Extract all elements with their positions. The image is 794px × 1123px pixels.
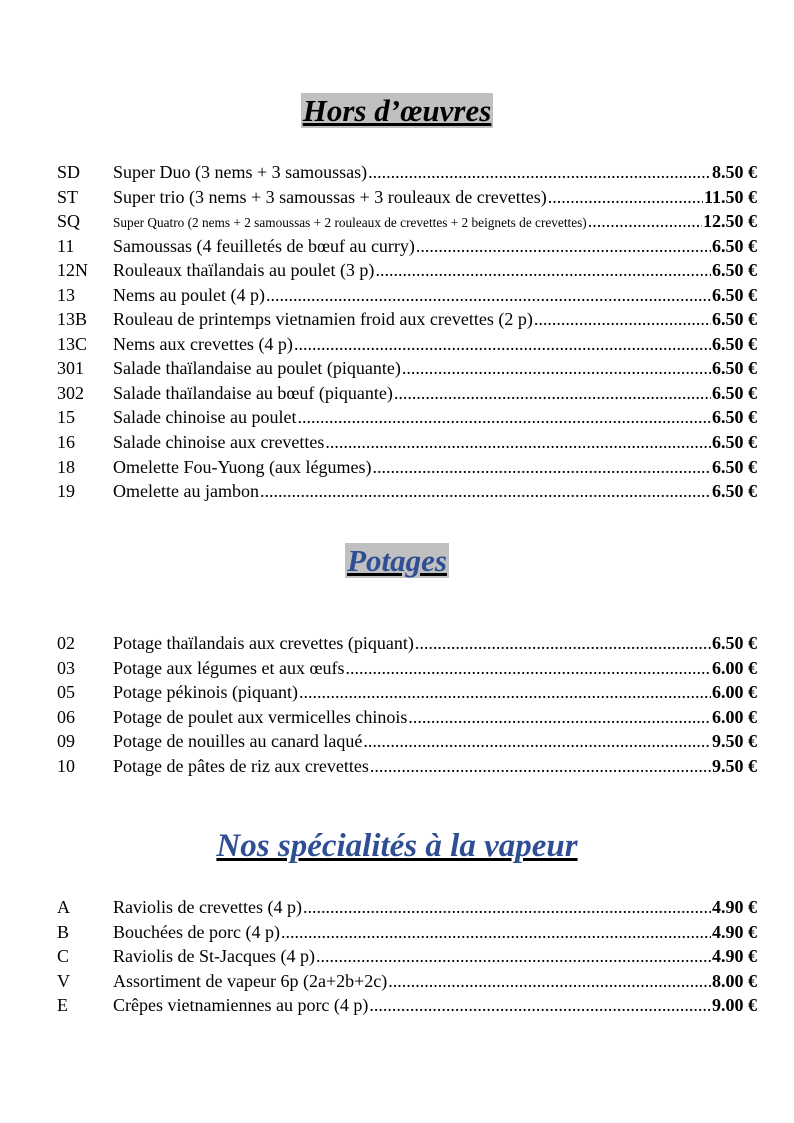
item-price: 4.90 € [712,897,757,917]
item-code: 19 [57,481,75,502]
menu-item [57,729,757,754]
menu-item [57,356,757,381]
item-price: 6.50 € [712,309,757,330]
item-name: Salade thaïlandaise au poulet (piquante) [113,358,401,379]
item-name: Potage de pâtes de riz aux crevettes [113,755,369,776]
menu-item [57,656,757,681]
menu-item [57,969,757,994]
item-code: 10 [57,755,75,776]
leader-dots [303,895,711,920]
item-name: Assortiment de vapeur 6p (2a+2b+2c) [113,970,388,991]
item-name: Potage aux légumes et aux œufs [113,657,345,678]
leader-dots [394,381,711,406]
item-code: 02 [57,633,75,653]
leader-dots [316,944,711,969]
item-code: 15 [57,407,75,428]
item-price: 6.50 € [712,432,757,453]
item-price: 6.50 € [712,382,757,403]
menu-item [57,405,757,430]
item-price: 6.50 € [712,284,757,305]
item-name: Super Duo (3 nems + 3 samoussas) [113,162,368,182]
leader-dots [408,705,711,730]
item-name: Potage thaïlandais aux crevettes (piquant) [113,633,414,653]
leader-dots [534,307,711,332]
item-name: Samoussas (4 feuilletés de bœuf au curry) [113,235,415,256]
menu-item [57,944,757,969]
item-code: 16 [57,432,75,453]
item-price: 6.50 € [712,456,757,477]
item-name: Super trio (3 nems + 3 samoussas + 3 rouleaux de crevettes) [113,186,547,207]
item-code: A [57,897,70,917]
leader-dots [388,969,711,994]
item-price: 6.50 € [712,235,757,256]
item-price: 6.00 € [712,706,757,727]
item-code: B [57,921,70,942]
leader-dots [369,993,711,1018]
item-code: 302 [57,382,84,403]
item-code: SQ [57,211,81,232]
leader-dots [294,332,711,357]
item-name: Super Quatro (2 nems + 2 samoussas + 2 rouleaux de crevettes + 2 beignets de crevettes) [113,215,587,231]
menu-item [57,234,757,259]
item-price: 9.50 € [712,731,757,752]
item-price: 6.50 € [712,633,757,653]
item-price: 9.00 € [712,995,757,1016]
item-price: 4.90 € [712,946,757,967]
item-code: 11 [57,235,75,256]
item-name: Omelette au jambon [113,481,259,502]
menu-item [57,381,757,406]
menu-item [57,160,757,185]
menu-item [57,258,757,283]
leader-dots [266,283,711,308]
item-price: 12.50 € [703,211,757,232]
leader-dots [281,920,711,945]
section-title-vapeur: Nos spécialités à la vapeur [216,828,578,864]
item-price: 6.00 € [712,657,757,678]
item-code: 09 [57,731,75,752]
item-code: 13B [57,309,88,330]
menu-item [57,705,757,730]
item-code: E [57,995,68,1016]
item-name: Salade chinoise au poulet [113,407,297,428]
item-code: ST [57,186,79,207]
leader-dots [416,234,711,259]
item-price: 6.50 € [712,407,757,428]
leader-dots [548,185,703,210]
item-price: 8.00 € [712,970,757,991]
menu-item [57,920,757,945]
item-price: 6.00 € [712,682,757,703]
item-code: 06 [57,706,75,727]
item-name: Potage de nouilles au canard laqué [113,731,363,752]
item-code: 13 [57,284,75,305]
leader-dots [588,209,702,234]
item-price: 11.50 € [703,186,757,207]
leader-dots [299,680,711,705]
item-price: 6.50 € [712,333,757,354]
leader-dots [325,430,711,455]
item-code: SD [57,162,81,182]
item-code: 03 [57,657,75,678]
menu-item [57,680,757,705]
menu-item [57,895,757,920]
menu-item [57,479,757,504]
item-code: 13C [57,333,88,354]
leader-dots [368,160,711,185]
item-price: 4.90 € [712,921,757,942]
leader-dots [363,729,711,754]
item-name: Nems aux crevettes (4 p) [113,333,293,354]
leader-dots [297,405,711,430]
item-price: 6.50 € [712,260,757,281]
item-code: 301 [57,358,84,379]
leader-dots [375,258,711,283]
leader-dots [345,656,711,681]
menu-item [57,283,757,308]
item-name: Rouleau de printemps vietnamien froid aux crevettes (2 p) [113,309,533,330]
menu-list-vapeur [57,895,757,1018]
item-name: Raviolis de St-Jacques (4 p) [113,946,315,967]
menu-list-hors-doeuvres [57,160,757,504]
leader-dots [372,455,711,480]
item-name: Potage pékinois (piquant) [113,682,298,703]
item-price: 8.50 € [712,162,757,182]
item-name: Omelette Fou-Yuong (aux légumes) [113,456,372,477]
item-code: 18 [57,456,75,477]
item-name: Salade chinoise aux crevettes [113,432,325,453]
section-title-potages: Potages [347,543,447,578]
menu-list-potages [57,631,757,778]
leader-dots [260,479,711,504]
menu-item [57,209,757,234]
menu-item [57,631,757,656]
item-name: Potage de poulet aux vermicelles chinois [113,706,408,727]
item-name: Crêpes vietnamiennes au porc (4 p) [113,995,369,1016]
leader-dots [402,356,711,381]
menu-item [57,754,757,779]
menu-item [57,185,757,210]
menu-item [57,430,757,455]
leader-dots [370,754,711,779]
item-code: 12N [57,260,88,281]
item-price: 9.50 € [712,755,757,776]
item-name: Nems au poulet (4 p) [113,284,265,305]
item-code: C [57,946,70,967]
item-price: 6.50 € [712,358,757,379]
menu-item [57,332,757,357]
menu-item [57,455,757,480]
menu-item [57,307,757,332]
item-name: Salade thaïlandaise au bœuf (piquante) [113,382,393,403]
item-name: Raviolis de crevettes (4 p) [113,897,302,917]
menu-item [57,993,757,1018]
item-price: 6.50 € [712,481,757,502]
item-name: Rouleaux thaïlandais au poulet (3 p) [113,260,375,281]
item-code: V [57,970,70,991]
item-name: Bouchées de porc (4 p) [113,921,280,942]
leader-dots [415,631,711,656]
item-code: 05 [57,682,75,703]
section-title-hors-doeuvres: Hors d’œuvres [302,93,492,128]
